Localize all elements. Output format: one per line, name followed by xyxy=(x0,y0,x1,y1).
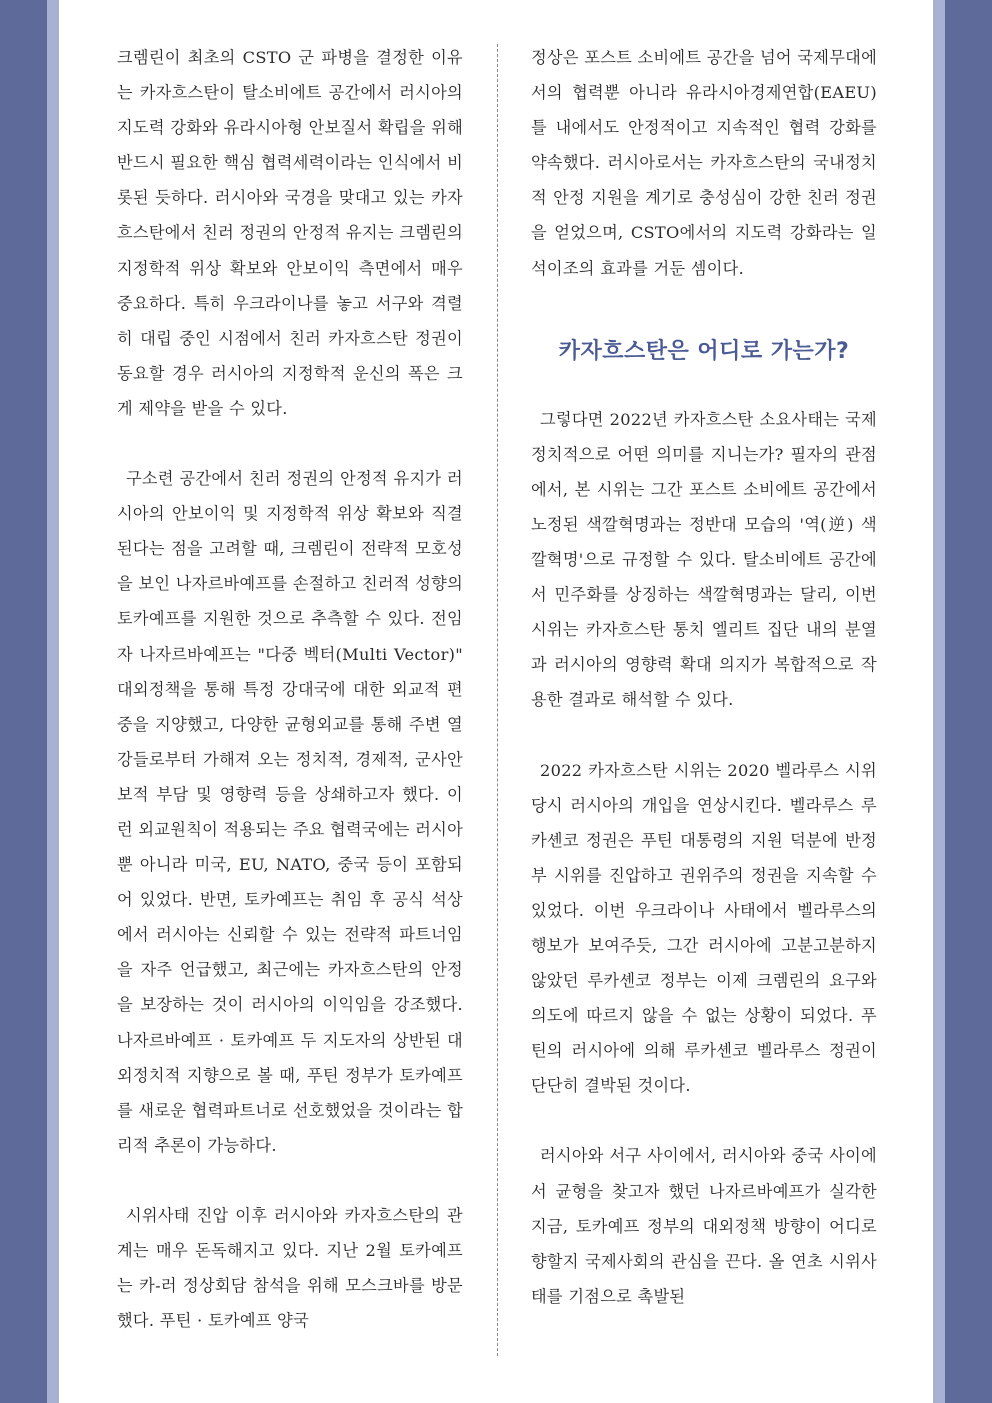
section-heading: 카자흐스탄은 어디로 가는가? xyxy=(558,338,850,364)
left-column xyxy=(117,40,463,1338)
paragraph-gap xyxy=(531,718,877,753)
paragraph: 정상은 포스트 소비에트 공간을 넘어 국제무대에서의 협력뿐 아니라 유라시아경제연합(EAEU) 틀 내에서도 안정적이고 지속적인 협력 강화를 약속했다. 러시아로서는 카자흐스탄의 국내정치적 안정 지원을 계기로 충성심이 강한 친러 정권을 얻었으며, CSTO에서의 지도력 강화라는 일석이조의 효과를 거둔 셈이다. xyxy=(531,48,877,278)
paragraph: 2022 카자흐스탄 시위는 2020 벨라루스 시위 당시 러시아의 개입을 연상시킨다. 벨라루스 루카셴코 정권은 푸틴 대통령의 지원 덕분에 반정부 시위를 진압하고 권위주의 정권을 지속할 수 있었다. 이번 우크라이나 사태에서 벨라루스의 행보가 보여주듯, 그간 러시아에 고분고분하지 않았던 루카셴코 정부는 이제 크렘린의 요구와 의도에 따르지 않을 수 없는 상황이 되었다. 푸틴의 러시아에 의해 루카셴코 벨라루스 정권이 단단히 결박된 것이다. xyxy=(531,760,877,1096)
paragraph-gap xyxy=(117,1163,463,1198)
paragraph: 러시아와 서구 사이에서, 러시아와 중국 사이에서 균형을 찾고자 했던 나자르바예프가 실각한 지금, 토카예프 정부의 대외정책 방향이 어디로 향할지 국제사회의 관심을 끈다. 올 연초 시위사태를 기점으로 촉발된 xyxy=(531,1146,877,1306)
paragraph: 구소련 공간에서 친러 정권의 안정적 유지가 러시아의 안보이익 및 지정학적 위상 확보와 직결된다는 점을 고려할 때, 크렘린이 전략적 모호성을 보인 나자르바예프를 손절하고 친러적 성향의 토카예프를 지원한 것으로 추측할 수 있다. 전임자 나자르바예프는 "다중 벡터(Multi Vector)" 대외정책을 통해 특정 강대국에 대한 외교적 편중을 지양했고, 다양한 균형외교를 통해 주변 열강들로부터 가해져 오는 정치적, 경제적, 군사안보적 부담 및 영향력 등을 상쇄하고자 했다. 이런 외교원칙이 적용되는 주요 협력국에는 러시아뿐 아니라 미국, EU, NATO, 중국 등이 포함되어 있었다. 반면, 토카예프는 취임 후 공식 석상에서 러시아는 신뢰할 수 있는 전략적 파트너임을 자주 언급했고, 최근에는 카자흐스탄의 안정을 보장하는 것이 러시아의 이익임을 강조했다. 나자르바예프 · 토카예프 두 지도자의 상반된 대외정치적 지향으로 볼 때, 푸틴 정부가 토카예프를 새로운 협력파트너로 선호했었을 것이라는 합리적 추론이 가능하다. xyxy=(117,469,463,1155)
paragraph-gap xyxy=(117,426,463,461)
column-divider xyxy=(497,44,498,1356)
section-gap xyxy=(531,286,877,316)
left-border-dark xyxy=(0,0,47,1403)
section-gap xyxy=(531,388,877,402)
left-border-light xyxy=(47,0,59,1403)
paragraph: 그렇다면 2022년 카자흐스탄 소요사태는 국제정치적으로 어떤 의미를 지니는가? 필자의 관점에서, 본 시위는 그간 포스트 소비에트 공간에서 노정된 색깔혁명과는 정반대 모습의 '역(逆) 색깔혁명'으로 규정할 수 있다. 탈소비에트 공간에서 민주화를 상징하는 색깔혁명과는 달리, 이번 시위는 카자흐스탄 통치 엘리트 집단 내의 분열과 러시아의 영향력 확대 의지가 복합적으로 작용한 결과로 해석할 수 있다. xyxy=(531,409,877,710)
right-border-light xyxy=(933,0,945,1403)
right-border-dark xyxy=(945,0,992,1403)
paragraph-gap xyxy=(531,1103,877,1138)
paragraph: 시위사태 진압 이후 러시아와 카자흐스탄의 관계는 매우 돈독해지고 있다. 지난 2월 토카예프는 카-러 정상회담 참석을 위해 모스크바를 방문했다. 푸틴 · 토카예프 양국 xyxy=(117,1205,463,1331)
right-column xyxy=(531,40,877,1314)
paragraph: 크렘린이 최초의 CSTO 군 파병을 결정한 이유는 카자흐스탄이 탈소비에트 공간에서 러시아의 지도력 강화와 유라시아형 안보질서 확립을 위해 반드시 필요한 핵심 협력세력이라는 인식에서 비롯된 듯하다. 러시아와 국경을 맞대고 있는 카자흐스탄에서 친러 정권의 안정적 유지는 크렘린의 지정학적 위상 확보와 안보이익 측면에서 매우 중요하다. 특히 우크라이나를 놓고 서구와 격렬히 대립 중인 시점에서 친러 카자흐스탄 정권이 동요할 경우 러시아의 지정학적 운신의 폭은 크게 제약을 받을 수 있다. xyxy=(117,48,463,418)
